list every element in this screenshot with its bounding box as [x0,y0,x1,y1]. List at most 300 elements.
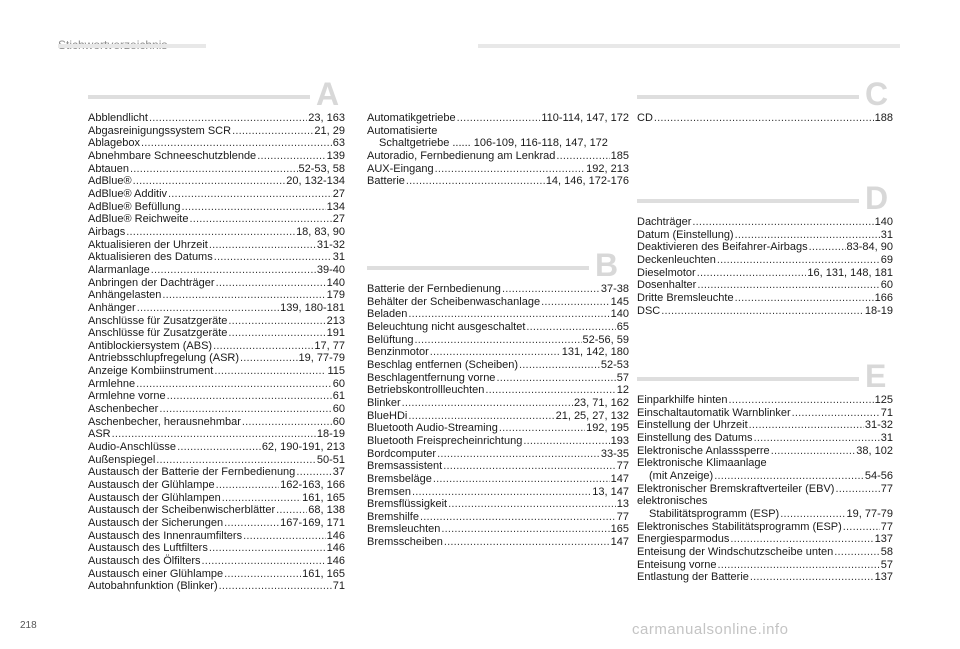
index-entry [637,495,893,508]
index-entry [88,327,345,340]
index-page-ref: 37-38 [600,283,629,295]
index-term: Austausch des Ölfilters [88,554,201,567]
index-term: Aktualisieren des Datums [88,251,213,264]
index-page-ref: 31 [332,251,345,264]
index-entry [367,112,629,125]
index-term: Bremsleuchten [367,523,441,536]
dot-leader [834,546,879,559]
index-page-ref: 77 [880,520,893,533]
dot-leader [276,504,307,517]
index-page-ref: 14, 146, 172-176 [545,175,629,188]
dot-leader [189,213,331,226]
index-entry [367,321,629,334]
index-entry [367,473,629,486]
index-section-e [637,358,893,584]
index-page-ref: 61 [332,390,345,403]
dot-leader [141,137,332,150]
index-page-ref: 71 [332,580,345,593]
index-entry [637,216,893,229]
index-term: AUX-Eingang [367,162,434,175]
index-entry [88,390,345,403]
section-letter-b: B [595,247,619,283]
dot-leader [485,384,615,397]
index-entry [88,479,345,492]
index-section-d [637,180,893,317]
index-page-ref: 146 [326,554,345,567]
index-term: Dritte Bremsleuchte [637,291,734,304]
index-term: Bluetooth Freisprecheinrichtung [367,434,523,447]
dot-leader [167,390,332,403]
index-term: Dachträger [637,216,692,228]
index-term: Aschenbecher, herausnehmbar [88,415,241,428]
index-term: Deaktivieren des Beifahrer-Airbags [637,241,808,254]
index-page-ref: 125 [874,394,893,406]
index-page-ref: 77 [616,460,629,473]
index-page-ref: 60 [332,377,345,390]
dot-leader [216,277,326,290]
index-entry [88,264,345,277]
index-term: Anschlüsse für Zusatzgeräte [88,327,228,340]
index-term: Einstellung der Uhrzeit [637,419,748,432]
section-header-b [367,247,629,283]
index-term: DSC [637,304,661,317]
dot-leader [433,473,610,486]
section-letter-c: C [865,76,889,112]
dot-leader [437,448,600,461]
section-divider [637,95,859,99]
index-entry [88,201,345,214]
index-page-ref: 21, 25, 27, 132 [555,409,629,422]
dot-leader [296,466,331,479]
index-page-ref: 57 [616,371,629,384]
index-entry [367,283,629,296]
index-term: AdBlue® [88,175,132,188]
index-entry-list [88,112,345,593]
index-entry [637,394,893,407]
index-page-ref: 137 [874,533,893,546]
dot-leader [243,530,326,543]
index-entry [637,483,893,496]
index-page-ref: 60 [332,403,345,416]
index-entry-list [637,394,893,584]
index-page-ref: 179 [326,289,345,302]
dot-leader [112,428,316,441]
dot-leader [499,422,585,435]
dot-leader [735,229,880,242]
index-term: Abgasreinigungssystem SCR [88,124,232,137]
index-term: Alarmanlage [88,263,150,276]
dot-leader [156,454,316,467]
index-page-ref: 131, 142, 180 [561,346,629,359]
index-term: (mit Anzeige) [649,469,714,482]
section-divider [367,266,589,270]
dot-leader [168,188,332,201]
dot-leader [151,264,316,277]
index-term: Automatikgetriebe [367,112,456,124]
dot-leader [502,283,600,296]
dot-leader [149,112,307,125]
index-page-ref: 110-114, 147, 172 [541,112,629,124]
index-term: Bluetooth Audio-Streaming [367,422,498,435]
index-term: Austausch der Glühlampen [88,491,221,504]
index-entry [88,428,345,441]
dot-leader [835,483,879,496]
index-entry [637,559,893,572]
index-page-ref: 19, 77-79 [298,352,345,365]
index-entry [88,517,345,530]
index-page-ref: 77 [880,482,893,495]
index-page-ref: 77 [616,510,629,523]
index-entry [88,175,345,188]
index-page-ref: 39-40 [316,263,345,276]
index-entry [367,175,629,188]
index-page-ref: 140 [874,216,893,228]
dot-leader [435,163,586,176]
index-term: Schaltgetriebe ...... 106-109, 116-118, 147, 172 [379,137,608,150]
index-term: Einschaltautomatik Warnblinker [637,406,791,419]
header-divider-right [478,44,900,48]
index-entry [88,365,345,378]
index-term: Bremsflüssigkeit [367,498,448,511]
index-page-ref: 18-19 [864,304,893,317]
index-page-ref: 52-53 [600,358,629,371]
index-page-ref: 185 [610,149,629,162]
index-entry [88,378,345,391]
index-entry [88,352,345,365]
dot-leader [213,340,313,353]
index-entry [367,435,629,448]
index-term: Enteisung der Windschutzscheibe unten [637,545,834,558]
index-section-a [88,76,345,593]
dot-leader [182,201,326,214]
index-term: Autoradio, Fernbedienung am Lenkrad [367,149,556,162]
index-term: Elektronisches Stabilitätsprogramm (ESP) [637,520,842,533]
index-term: Austausch der Batterie der Fernbedienung [88,466,296,479]
index-entry [88,289,345,302]
index-term: Anschlüsse für Zusatzgeräte [88,314,228,327]
index-entry [367,150,629,163]
dot-leader [420,511,616,524]
index-term: Abnehmbare Schneeschutzblende [88,149,257,162]
index-section-c [637,76,893,125]
index-page-ref: 31 [880,431,893,444]
index-term: Bremshilfe [367,510,419,523]
index-page-ref: 188 [874,112,893,124]
dot-leader [126,226,295,239]
index-page-ref: 18-19 [316,428,345,441]
index-entry [88,492,345,505]
index-entry-list [367,283,629,549]
index-term: Anhängelasten [88,289,162,302]
index-term: Automatisierte [367,124,438,137]
dot-leader [222,492,301,505]
dot-leader [654,112,874,125]
dot-leader [242,416,332,429]
index-page-ref: 139, 180-181 [280,301,345,314]
section-letter-e: E [865,358,887,394]
dot-leader [136,378,332,391]
dot-leader [754,432,880,445]
dot-leader [729,394,874,407]
dot-leader [209,542,326,555]
index-entry [367,448,629,461]
index-entry [637,241,893,254]
dot-leader [809,241,846,254]
index-page-ref: 21, 29 [314,124,345,137]
dot-leader [692,216,873,229]
index-entry [637,546,893,559]
index-page-ref: 63 [332,137,345,150]
index-page-ref: 69 [880,253,893,266]
index-entry [637,229,893,242]
index-term: Autobahnfunktion (Blinker) [88,580,218,593]
index-page-ref: 192, 213 [586,162,629,175]
index-page-ref: 17, 77 [314,339,345,352]
index-entry [88,555,345,568]
index-term: Anzeige Kombiinstrument [88,365,214,378]
index-term: Beschlag entfernen (Scheiben) [367,358,519,371]
section-divider [637,199,859,203]
index-entry [88,277,345,290]
index-entry [88,251,345,264]
index-page-ref: 27 [332,187,345,200]
index-entry [367,498,629,511]
index-term: Austausch des Luftfilters [88,542,208,555]
section-header-e [637,358,893,394]
index-page-ref: 146 [326,529,345,542]
index-term: Bremsbeläge [367,472,432,485]
index-term: Beschlagentfernung vorne [367,371,496,384]
section-divider [88,95,310,99]
dot-leader [730,533,873,546]
index-page-ref: 57 [880,558,893,571]
dot-leader [792,407,880,420]
dot-leader [519,359,600,372]
dot-leader [402,397,573,410]
index-entry [637,432,893,445]
index-page-ref: 37 [332,466,345,479]
dot-leader [219,580,332,593]
dot-leader [159,403,331,416]
index-entry [367,163,629,176]
index-page-ref: 50-51 [316,453,345,466]
section-divider [637,377,859,381]
dot-leader [556,150,609,163]
index-entry [367,511,629,524]
index-page-ref: 23, 71, 162 [573,396,629,409]
index-page-ref: 71 [880,406,893,419]
dot-leader [771,445,856,458]
index-entry [88,568,345,581]
dot-leader [257,150,325,163]
index-term: Armlehne vorne [88,390,166,403]
index-entry [637,254,893,267]
index-page-ref: 137 [874,571,893,584]
index-page-ref: 191 [326,327,345,340]
dot-leader [209,239,316,252]
index-page-ref: 192, 195 [586,422,629,435]
index-entry [367,334,629,347]
dot-leader [457,112,541,125]
index-page-ref: 161, 165 [302,567,345,580]
index-entry [88,542,345,555]
dot-leader [202,555,326,568]
index-page-ref: 13 [616,498,629,511]
index-page-ref: 60 [880,279,893,292]
index-page-ref: 19, 77-79 [846,507,893,520]
index-entry [637,470,893,483]
header-divider-left [58,44,206,48]
index-entry [88,315,345,328]
index-term: Bremsscheiben [367,536,443,549]
index-term: Bremsen [367,485,412,498]
index-term: Abblendlicht [88,112,148,124]
index-term: Betriebskontrollleuchten [367,384,485,397]
index-term: Behälter der Scheibenwaschanlage [367,295,541,308]
index-page-ref: 147 [610,472,629,485]
index-entry [367,486,629,499]
index-entry [88,416,345,429]
dot-leader [224,517,279,530]
index-entry [637,407,893,420]
index-term: Belüftung [367,333,414,346]
index-entry-list [637,112,893,125]
index-page-ref: 54-56 [864,469,893,482]
index-section-a-continued [367,112,629,188]
index-term: Anhänger [88,301,136,314]
dot-leader [133,175,286,188]
index-entry [367,523,629,536]
dot-leader [661,305,864,318]
index-term: Batterie [367,175,405,188]
index-entry [367,308,629,321]
index-term: Anbringen der Dachträger [88,276,215,289]
index-page-ref: 16, 131, 148, 181 [807,266,893,279]
index-entry [88,239,345,252]
index-entry [637,521,893,534]
index-term: Dieselmotor [637,266,696,279]
index-entry [637,279,893,292]
index-page-ref: 33-35 [600,447,629,460]
index-page-ref: 12 [616,384,629,397]
index-page-ref: 134 [326,200,345,213]
index-entry [367,137,629,150]
index-entry [637,508,893,521]
index-entry-list [367,112,629,188]
index-entry [637,292,893,305]
index-term: Antriebsschlupfregelung (ASR) [88,352,240,365]
index-entry [637,267,893,280]
index-page-ref: 68, 138 [308,504,345,517]
index-entry [637,533,893,546]
index-entry [88,163,345,176]
index-page-ref: 140 [610,308,629,321]
index-entry [88,340,345,353]
dot-leader [526,321,615,334]
index-page-ref: 18, 83, 90 [296,225,345,238]
index-entry [88,302,345,315]
index-term: Aschenbecher [88,403,159,416]
dot-leader [214,251,332,264]
dot-leader [228,315,325,328]
index-term: Beleuchtung nicht ausgeschaltet [367,320,526,333]
dot-leader [228,327,325,340]
index-entry [367,536,629,549]
dot-leader [177,441,261,454]
dot-leader [718,559,880,572]
index-entry [88,226,345,239]
index-entry [88,403,345,416]
index-term: Einstellung des Datums [637,431,753,444]
index-entry [88,150,345,163]
index-entry [367,125,629,138]
index-entry [637,112,893,125]
index-page-ref: 23, 163 [308,112,345,124]
index-entry [88,188,345,201]
index-entry [88,530,345,543]
index-entry [637,305,893,318]
dot-leader [697,279,879,292]
index-term: Datum (Einstellung) [637,228,734,241]
index-entry [367,410,629,423]
index-page-ref: 145 [610,295,629,308]
section-letter-a: A [316,76,340,112]
dot-leader [216,479,280,492]
index-entry [88,213,345,226]
index-entry [88,441,345,454]
index-term: Entlastung der Batterie [637,571,749,584]
index-page-ref: 193 [610,434,629,447]
index-term: Elektronische Klimaanlage [637,457,767,470]
index-page-ref: 58 [880,545,893,558]
dot-leader [408,410,554,423]
index-term: Bordcomputer [367,447,437,460]
index-entry [367,346,629,359]
index-term: Enteisung vorne [637,558,717,571]
index-page-ref: 52-56, 59 [582,333,629,346]
dot-leader [412,486,591,499]
index-entry [367,397,629,410]
index-entry [88,125,345,138]
index-term: AdBlue® Reichweite [88,213,189,226]
index-entry-list [637,216,893,317]
dot-leader [162,289,325,302]
index-page-ref: 146 [326,542,345,555]
index-term: Austausch der Glühlampe [88,479,215,492]
index-entry [88,580,345,593]
index-page-ref: 162-163, 166 [280,479,345,492]
index-page-ref: 31-32 [864,419,893,432]
index-term: Airbags [88,225,126,238]
index-term: Bremsassistent [367,460,443,473]
dot-leader [137,302,279,315]
dot-leader [750,571,874,584]
index-entry [637,571,893,584]
index-entry [88,112,345,125]
index-term: Außenspiegel [88,453,156,466]
index-page-ref: 139 [326,149,345,162]
index-term: Aktualisieren der Uhrzeit [88,238,208,251]
index-page-ref: 147 [610,536,629,549]
index-term: Beladen [367,308,408,321]
watermark[interactable]: carmanualsonline.info [632,621,789,638]
index-page-ref: 115 [327,365,345,378]
index-term: BlueHDi [367,409,408,422]
dot-leader [780,508,845,521]
index-page-ref: 60 [332,415,345,428]
index-term: Ablagebox [88,137,140,150]
index-entry [367,422,629,435]
